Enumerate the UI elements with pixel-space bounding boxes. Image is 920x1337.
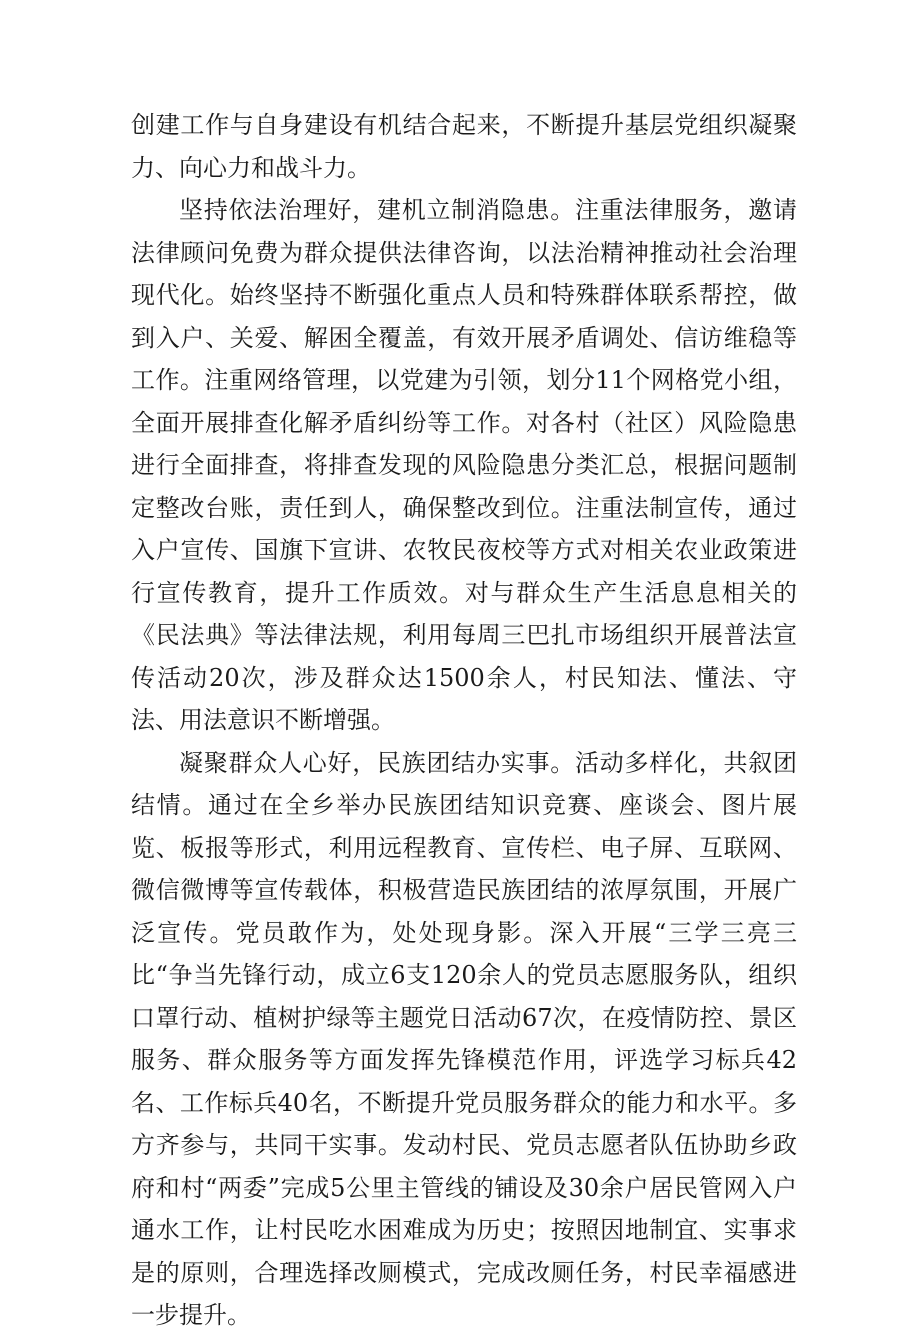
paragraph-legal-governance: 坚持依法治理好，建机立制消隐患。注重法律服务，邀请法律顾问免费为群众提供法律咨询，以法治精神推动社会治理现代化。始终坚持不断强化重点人员和特殊群体联系帮控，做到入户、关爱、解困全覆盖，有效开展矛盾调处、信访维稳等工作。注重网络管理，以党建为引领，划分11个网格党小组，全面开展排查化解矛盾纠纷等工作。对各村（社区）风险隐患进行全面排查，将排查发现的风险隐患分类汇总，根据问题制定整改台账，责任到人，确保整改到位。注重法制宣传，通过入户宣传、国旗下宣讲、农牧民夜校等方式对相关农业政策进行宣传教育，提升工作质效。对与群众生产生活息息相关的《民法典》等法律法规，利用每周三巴扎市场组织开展普法宣传活动20次，涉及群众达1500余人，村民知法、懂法、守法、用法意识不断增强。 xyxy=(131,196,797,734)
paragraph-ethnic-unity: 凝聚群众人心好，民族团结办实事。活动多样化，共叙团结情。通过在全乡举办民族团结知识竞赛、座谈会、图片展览、板报等形式，利用远程教育、宣传栏、电子屏、互联网、微信微博等宣传载体，积极营造民族团结的浓厚氛围，开展广泛宣传。党员敢作为，处处现身影。深入开展“三学三亮三比“争当先锋行动，成立6支120余人的党员志愿服务队，组织口罩行动、植树护绿等主题党日活动67次，在疫情防控、景区服务、群众服务等方面发挥先锋模范作用，评选学习标兵42名、工作标兵40名，不断提升党员服务群众的能力和水平。多方齐参与，共同干实事。发动村民、党员志愿者队伍协助乡政府和村“两委”完成5公里主管线的铺设及30余户居民管网入户通水工作，让村民吃水困难成为历史；按照因地制宜、实事求是的原则，合理选择改厕模式，完成改厕任务，村民幸福感进一步提升。 xyxy=(131,748,797,1329)
document-body xyxy=(131,104,797,1337)
paragraph-continuation: 创建工作与自身建设有机结合起来，不断提升基层党组织凝聚力、向心力和战斗力。 xyxy=(131,111,797,182)
